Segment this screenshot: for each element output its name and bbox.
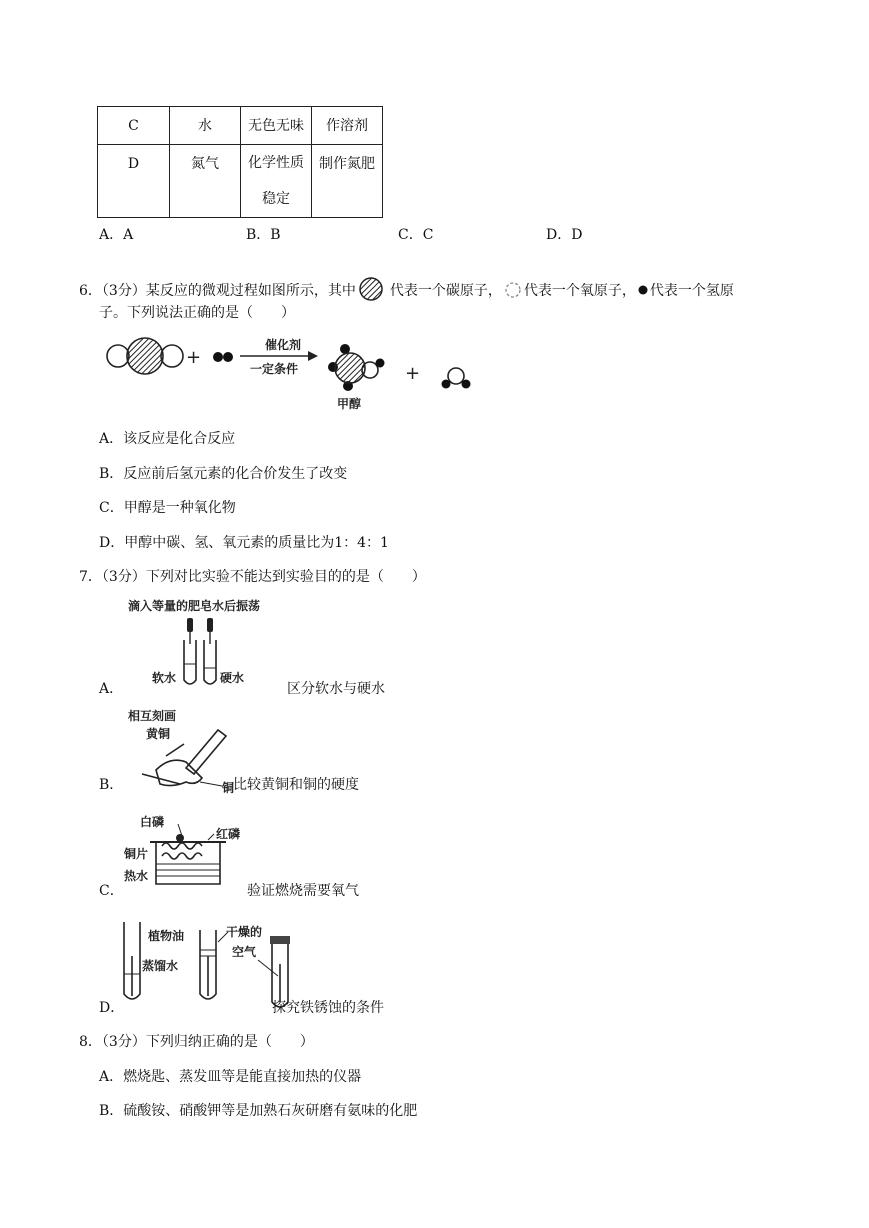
q7-option-a-text[interactable]: 区分软水与硬水	[287, 681, 385, 697]
figure-label: 黄铜	[146, 727, 171, 741]
figure-label: 热水	[124, 869, 149, 883]
table-row	[98, 107, 383, 145]
q6-option-a[interactable]: A．该反应是化合反应	[99, 431, 236, 447]
hydrogen-atom-icon	[636, 283, 650, 297]
hydrogen-atom-icon	[376, 359, 385, 368]
q8-option-a[interactable]: A．燃烧匙、蒸发皿等是能直接加热的仪器	[99, 1069, 362, 1085]
rust-figure	[118, 916, 308, 1012]
properties-table	[97, 106, 383, 218]
q6-option-c[interactable]: C．甲醇是一种氧化物	[99, 500, 236, 516]
carbon-atom-icon	[356, 276, 390, 302]
figure-label: 相互刻画	[128, 709, 177, 723]
arrow-head-icon	[308, 351, 318, 361]
q7-option-b-text[interactable]: 比较黄铜和铜的硬度	[233, 777, 359, 793]
figure-label: 干燥的	[226, 925, 263, 939]
q5-option-c[interactable]: C．C	[398, 227, 434, 243]
table-cell: C	[98, 107, 170, 145]
table-cell-line: 化学性质	[248, 155, 304, 171]
table-cell: 作溶剂	[312, 107, 383, 145]
combustion-figure	[122, 812, 252, 892]
q6-stem-part: 6．（3分）某反应的微观过程如图所示，其中	[79, 283, 356, 299]
figure-label: 铜片	[124, 847, 149, 861]
table-cell: 制作氮肥	[312, 145, 383, 218]
oxygen-atom-icon	[161, 345, 183, 367]
q7-stem: 7．（3分）下列对比实验不能达到实验目的的是（ ）	[79, 569, 426, 585]
figure-label: 蒸馏水	[142, 959, 179, 973]
figure-label: 铜	[222, 781, 235, 795]
plus-icon: +	[405, 363, 421, 384]
hydrogen-atom-icon	[213, 352, 223, 362]
figure-label: 白磷	[140, 815, 165, 829]
q6-stem-part: 代表一个氢原	[649, 283, 734, 299]
figure-label: 植物油	[148, 929, 185, 943]
oxygen-atom-icon	[502, 280, 524, 300]
oxygen-atom-icon	[448, 368, 464, 384]
figure-label: 滴入等量的肥皂水后振荡	[128, 599, 261, 613]
figure-label: 硬水	[220, 671, 245, 685]
q7-option-c-letter[interactable]: C．	[99, 883, 124, 899]
q7-option-d-letter[interactable]: D．	[99, 1000, 125, 1016]
plus-icon: +	[186, 347, 202, 368]
table-row	[98, 145, 383, 218]
q5-option-d[interactable]: D．D	[546, 227, 583, 243]
q6-stem-part: 代表一个氧原子，	[523, 283, 636, 299]
white-phosphorus-icon	[176, 834, 184, 842]
q7-option-c-text[interactable]: 验证燃烧需要氧气	[247, 883, 359, 899]
q6-stem-line2: 子。下列说法正确的是（ ）	[99, 305, 295, 321]
reaction-diagram	[100, 330, 480, 420]
table-cell: D	[98, 145, 170, 218]
table-cell: 水	[170, 107, 241, 145]
figure-label: 软水	[152, 671, 177, 685]
copper-strip-icon	[142, 774, 180, 784]
test-tube-icon	[184, 640, 196, 684]
hydrogen-atom-icon	[442, 380, 451, 389]
hydrogen-atom-icon	[223, 352, 233, 362]
q6-option-d[interactable]: D．甲醇中碳、氢、氧元素的质量比为1：4：1	[99, 535, 389, 551]
q5-option-b[interactable]: B．B	[246, 227, 281, 243]
oxygen-atom-icon	[107, 345, 129, 367]
carbon-atom-icon	[335, 353, 365, 383]
q8-option-b[interactable]: B．硫酸铵、硝酸钾等是加熟石灰研磨有氨味的化肥	[99, 1103, 418, 1119]
methanol-label: 甲醇	[337, 397, 362, 411]
catalyst-label: 催化剂	[265, 338, 302, 352]
q5-option-a[interactable]: A．A	[99, 227, 134, 243]
table-cell-line: 稳定	[262, 191, 290, 207]
q8-stem: 8．（3分）下列归纳正确的是（ ）	[79, 1034, 314, 1050]
table-cell: 无色无味	[241, 107, 312, 145]
q7-option-d-text[interactable]: 探究铁锈蚀的条件	[272, 1000, 384, 1016]
table-cell: 氮气	[170, 145, 241, 218]
figure-label: 红磷	[216, 827, 241, 841]
figure-label: 空气	[232, 945, 257, 959]
carbon-atom-icon	[127, 338, 163, 374]
dropper-icon	[207, 618, 213, 632]
hydrogen-atom-icon	[462, 380, 471, 389]
q6-stem-part: 代表一个碳原子，	[389, 283, 502, 299]
test-tube-icon	[204, 640, 216, 684]
scratch-hardness-figure	[126, 708, 236, 798]
q7-option-a-letter[interactable]: A．	[99, 681, 124, 697]
q6-stem	[79, 276, 734, 302]
dropper-icon	[187, 618, 193, 632]
stopper-icon	[270, 936, 290, 944]
soap-water-figure	[122, 596, 290, 691]
table-cell	[241, 145, 312, 218]
condition-label: 一定条件	[250, 362, 299, 376]
q6-option-b[interactable]: B．反应前后氢元素的化合价发生了改变	[99, 466, 348, 482]
q7-option-b-letter[interactable]: B．	[99, 777, 124, 793]
